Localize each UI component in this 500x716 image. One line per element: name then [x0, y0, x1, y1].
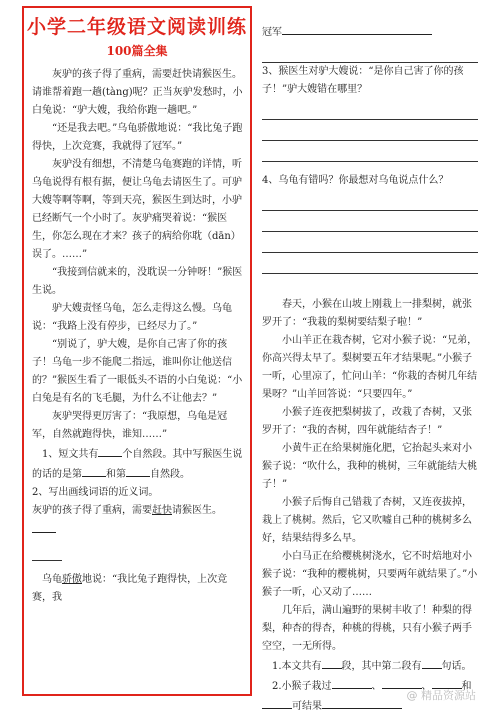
story2-question-2: 2.小猴子栽过 、 、 和	[262, 676, 478, 696]
question-4: 4、乌龟有错吗？你最想对乌龟说点什么？	[262, 175, 449, 186]
answer-line[interactable]	[262, 42, 478, 63]
story1-paragraph-5: 驴大嫂责怪乌龟，怎么走得这么慢。乌龟说：“我路上没有停步，已经尽力了。”	[32, 303, 232, 332]
story2-question-1: 1.本文共有 段，其中第二段有 句话。	[262, 656, 478, 676]
story2-paragraph-1: 春天，小猴在山坡上刚栽上一排梨树，就张罗开了：“我栽的梨树要结梨子啦！”	[262, 299, 472, 328]
story1-paragraph-1: 灰驴的孩子得了重病，需要赶快请猴医生。请谁帮着跑一趟(tàng)呢？正当灰驴发愁时，小白兔说：“驴大嫂，我给你跑一趟吧。”	[32, 69, 243, 116]
story2-question-2-continued: 可结果	[262, 696, 478, 716]
answer-blank[interactable]	[32, 520, 56, 533]
right-column	[262, 22, 478, 716]
watermark: @ 精品资源站	[406, 689, 476, 702]
answer-blank[interactable]	[322, 696, 402, 709]
answer-blank[interactable]	[126, 464, 150, 477]
answer-blank[interactable]	[98, 444, 122, 457]
story2-paragraph-3: 小猴子连夜把梨树拔了，改栽了杏树，又张罗开了：“我的杏树，四年就能结杏子！”	[262, 407, 472, 436]
underlined-word: 赶快	[152, 505, 172, 516]
left-column	[32, 66, 244, 607]
continued-word: 冠军	[262, 22, 478, 42]
answer-blank[interactable]	[422, 656, 442, 669]
story2-paragraph-4: 小黄牛正在给果树施化肥，它抬起头来对小猴子说：“吹什么，我种的桃树，三年就能结大桃子！”	[262, 443, 478, 490]
page-subtitle: 100篇全集	[106, 44, 168, 58]
question-2-sentence-1: 灰驴的孩子得了重病，需要赶快请猴医生。	[32, 502, 244, 540]
answer-line[interactable]	[262, 190, 478, 211]
answer-blank[interactable]	[282, 22, 432, 35]
story1-paragraph-7: 灰驴哭得更厉害了：“我原想，乌龟是冠军，自然就跑得快，谁知……”	[32, 411, 228, 440]
story2-paragraph-5: 小猴子后悔自己错栽了杏树，又连夜拔掉，栽上了桃树。然后，它又吹嘘自己种的桃树多么好，结果结得多么早。	[262, 497, 472, 544]
question-1: 1、短文共有 个自然段。其中写猴医生说的话的是第 和第 自然段。	[32, 444, 244, 484]
question-2: 2、写出画线词语的近义词。	[32, 487, 159, 498]
story1-paragraph-3: 灰驴没有细想，不清楚乌龟赛跑的详情，听乌龟说得有根有据，便让乌龟去请医生了。可驴大嫂等啊等啊，等到天亮，猴医生到达时，小驴已经断气一个小时了。灰驴痛哭着说：“猴医生，你怎么现在才来？孩子的病给你耽（dān）误了。……”	[32, 159, 242, 260]
answer-blank[interactable]	[322, 656, 342, 669]
answer-blank[interactable]	[332, 676, 372, 689]
story2-paragraph-2: 小山羊正在栽杏树，它对小猴子说：“兄弟，你高兴得太早了。梨树要五年才结果呢。”小猴子一听，心里凉了，忙问山羊：“你栽的杏树几年结果呀？”山羊回答说：“只要四年。”	[262, 335, 478, 400]
question-3: 3、猴医生对驴大嫂说：“是你自己害了你的孩子！”驴大嫂错在哪里？	[262, 66, 464, 95]
answer-line[interactable]	[32, 540, 62, 561]
answer-line[interactable]	[262, 99, 478, 120]
answer-blank[interactable]	[82, 464, 106, 477]
story2-paragraph-7: 几年后，满山遍野的果树丰收了！种梨的得梨，种杏的得杏，种桃的得桃，只有小猴子两手空空，一无所得。	[262, 605, 472, 652]
answer-line[interactable]	[262, 253, 478, 274]
answer-line[interactable]	[262, 141, 478, 162]
story1-paragraph-4: “我接到信就来的，没耽误一分钟呀！”猴医生说。	[32, 267, 243, 296]
story2-paragraph-6: 小白马正在给樱桃树浇水，它不时焙地对小猴子说：“我种的樱桃树，只要两年就结果了。”小猴子一听，心又动了……	[262, 551, 478, 598]
story1-paragraph-6: “别说了，驴大嫂，是你自己害了你的孩子！乌龟一步不能爬二指远，谁叫你让他送信的？”猴医生看了一眼低头不语的小白兔说：“小白兔是有名的飞毛腿，为什么不让他去？”	[32, 339, 243, 404]
page-title: 小学二年级语文阅读训练	[26, 16, 247, 38]
question-2-sentence-2: 乌龟骄傲地说：“我比兔子跑得快，上次竞赛，我	[32, 574, 228, 603]
answer-line[interactable]	[262, 211, 478, 232]
answer-blank[interactable]	[262, 696, 292, 709]
answer-line[interactable]	[262, 120, 478, 141]
answer-line[interactable]	[262, 232, 478, 253]
story1-paragraph-2: “还是我去吧。”乌龟骄傲地说：“我比兔子跑得快，上次竞赛，我就得了冠军。”	[32, 123, 243, 152]
underlined-word: 骄傲	[62, 574, 82, 585]
